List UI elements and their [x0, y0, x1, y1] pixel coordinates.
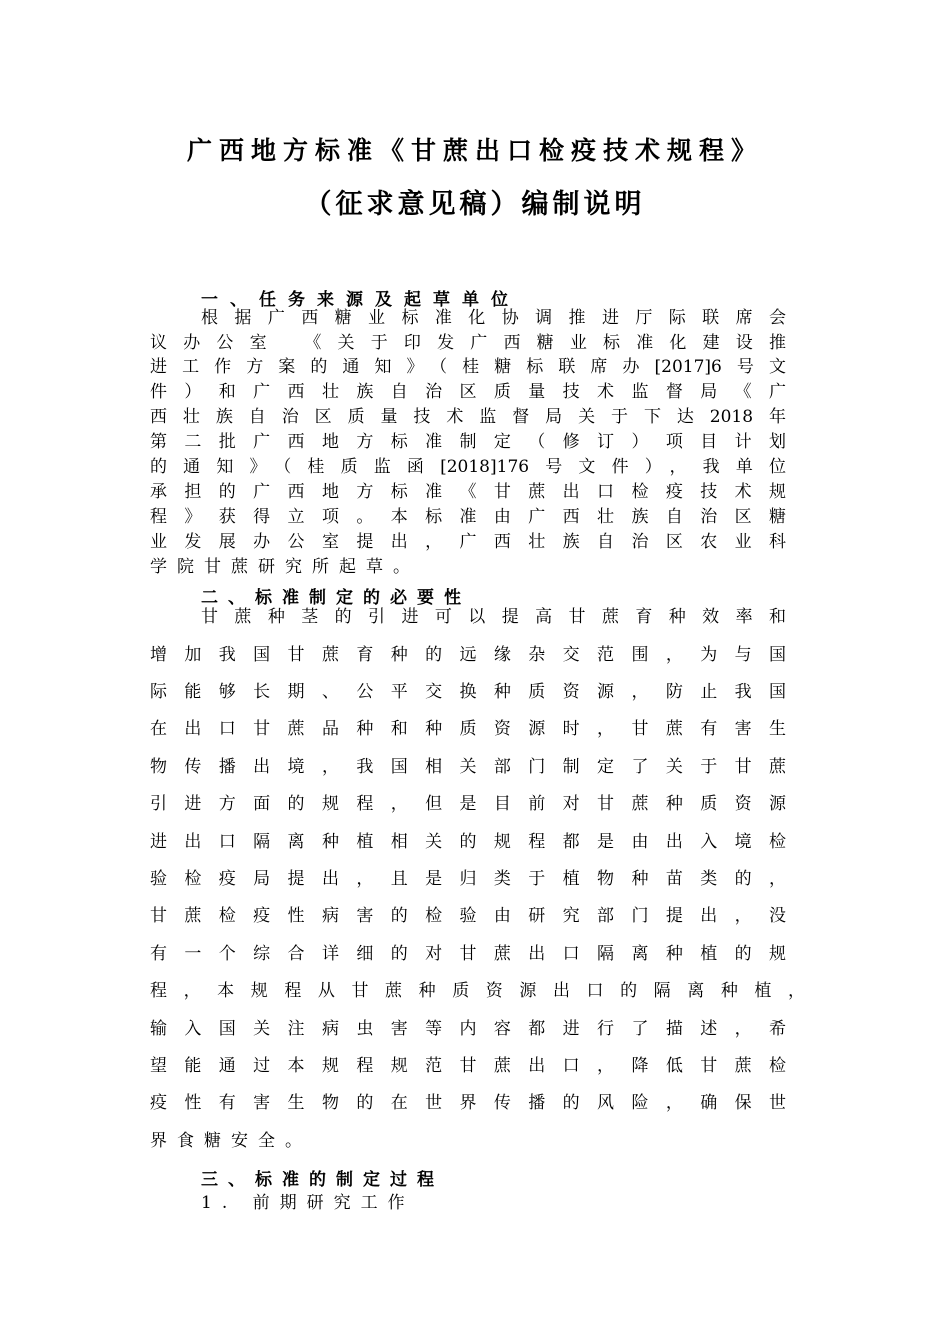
document-title: 广西地方标准《甘蔗出口检疫技术规程》: [186, 136, 763, 165]
paragraph-line: 有一个综合详细的对甘蔗出口隔离种植的规: [150, 944, 786, 964]
paragraph-line: 进出口隔离种植相关的规程都是由出入境检: [150, 832, 786, 852]
paragraph-line: 输入国关注病虫害等内容都进行了描述，希: [150, 1019, 786, 1039]
paragraph-line: 物传播出境，我国相关部门制定了关于甘蔗: [150, 757, 786, 777]
paragraph-line: 件）和广西壮族自治区质量技术监督局《广: [150, 382, 786, 402]
paragraph-line: 程，本规程从甘蔗种质资源出口的隔离种植，: [150, 981, 805, 1001]
paragraph-line: 增加我国甘蔗育种的远缘杂交范围，为与国: [150, 645, 786, 665]
paragraph-line: 业发展办公室提出，广西壮族自治区农业科: [150, 532, 786, 552]
paragraph-line: 甘蔗种茎的引进可以提高甘蔗育种效率和: [201, 607, 786, 627]
section-heading-2: 二、标准制定的必要性: [201, 588, 471, 608]
paragraph-line: 承担的广西地方标准《甘蔗出口检疫技术规: [150, 482, 786, 502]
paragraph-line: 甘蔗检疫性病害的检验由研究部门提出，没: [150, 906, 786, 926]
paragraph-line: 际能够长期、公平交换种质资源，防止我国: [150, 682, 786, 702]
paragraph-line: 根据广西糖业标准化协调推进厅际联席会: [201, 308, 786, 328]
paragraph-line: 第二批广西地方标准制定（修订）项目计划: [150, 432, 786, 452]
subsection-heading: 1. 前期研究工作: [201, 1193, 415, 1213]
document-subtitle: （征求意见稿）编制说明: [304, 189, 646, 220]
paragraph-line: 进工作方案的通知》（桂糖标联席办[2017]6号文: [150, 357, 786, 377]
paragraph-line: 引进方面的规程，但是目前对甘蔗种质资源: [150, 794, 786, 814]
section-heading-1: 一、任务来源及起草单位: [201, 290, 520, 310]
paragraph-line: 学院甘蔗研究所起草。: [150, 557, 420, 577]
paragraph-line: 疫性有害生物的在世界传播的风险，确保世: [150, 1093, 786, 1113]
paragraph-line: 望能通过本规程规范甘蔗出口，降低甘蔗检: [150, 1056, 786, 1076]
paragraph-line: 界食糖安全。: [150, 1131, 312, 1151]
section-heading-3: 三、标准的制定过程: [201, 1170, 444, 1190]
paragraph-line: 的通知》（桂质监函[2018]176号文件），我单位: [150, 457, 786, 477]
paragraph-line: 程》获得立项。本标准由广西壮族自治区糖: [150, 507, 786, 527]
paragraph-line: 西壮族自治区质量技术监督局关于下达2018年: [150, 407, 786, 427]
paragraph-line: 议办公室 《关于印发广西糖业标准化建设推: [150, 333, 786, 353]
paragraph-line: 在出口甘蔗品种和种质资源时，甘蔗有害生: [150, 719, 786, 739]
paragraph-line: 验检疫局提出，且是归类于植物种苗类的，: [150, 869, 786, 889]
